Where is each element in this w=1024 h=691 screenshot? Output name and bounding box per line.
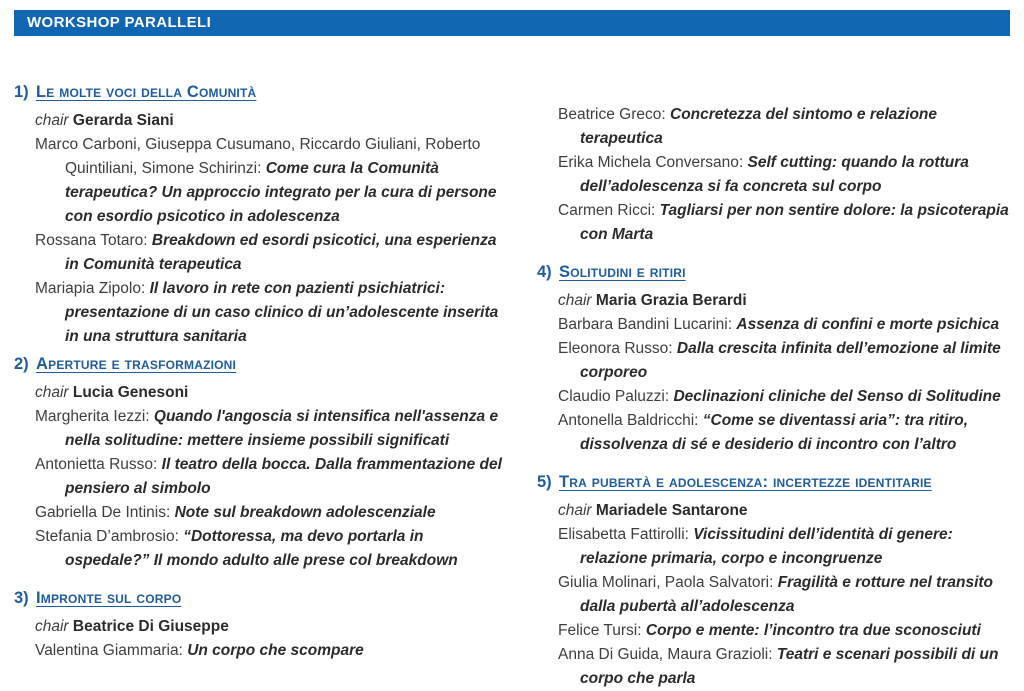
session-heading bbox=[14, 80, 510, 104]
talk-item bbox=[537, 643, 1010, 691]
talk-speakers: Eleonora Russo: bbox=[558, 340, 673, 357]
talk-title: Vicissitudini dell’identità di genere: relazione primaria, corpo e incongruenze bbox=[580, 526, 953, 567]
chair-label: chair bbox=[558, 292, 592, 309]
talk-title: Note sul breakdown adolescenziale bbox=[174, 504, 436, 521]
talk-speakers: Gabriella De Intinis: bbox=[35, 504, 171, 521]
talk-title: Breakdown ed esordi psicotici, una esperienza in Comunità terapeutica bbox=[65, 232, 497, 273]
talk-title: “Come se diventassi aria”: tra ritiro, dissolvenza di sé e desiderio di incontro con l’altro bbox=[580, 412, 969, 453]
session-2 bbox=[14, 352, 510, 573]
talk-item bbox=[537, 619, 1010, 643]
header-bar bbox=[14, 10, 1010, 36]
talk-item bbox=[14, 501, 510, 525]
talk-title: “Dottoressa, ma devo portarla in ospedale?” Il mondo adulto alle prese col breakdown bbox=[65, 528, 458, 569]
talk-speakers: Erika Michela Conversano: bbox=[558, 154, 744, 171]
talk-title: Concretezza del sintomo e relazione terapeutica bbox=[580, 106, 938, 147]
talk-speakers: Margherita Iezzi: bbox=[35, 408, 150, 425]
talk-item bbox=[14, 133, 510, 229]
talk-item bbox=[14, 453, 510, 501]
session-1 bbox=[14, 80, 510, 349]
talk-speakers: Stefania D’ambrosio: bbox=[35, 528, 179, 545]
left-column bbox=[14, 36, 510, 663]
talk-title: Corpo e mente: l’incontro tra due sconosciuti bbox=[645, 622, 981, 639]
talk-speakers: Antonietta Russo: bbox=[35, 456, 158, 473]
chair-name: Gerarda Siani bbox=[72, 112, 174, 129]
talk-speakers: Giulia Molinari, Paola Salvatori: bbox=[558, 574, 774, 591]
session-title: Impronte sul corpo bbox=[36, 589, 182, 607]
session-number: 4) bbox=[537, 263, 552, 281]
talk-title: Quando l'angoscia si intensifica nell'assenza e nella solitudine: mettere insieme possibili significati bbox=[65, 408, 499, 449]
session-title: Solitudini e ritiri bbox=[559, 263, 686, 281]
talk-speakers: Anna Di Guida, Maura Grazioli: bbox=[558, 646, 773, 663]
session-4 bbox=[537, 260, 1010, 457]
talk-item bbox=[537, 103, 1010, 151]
talk-item bbox=[537, 523, 1010, 571]
talk-item bbox=[537, 385, 1010, 409]
talk-item bbox=[14, 525, 510, 573]
session-heading bbox=[14, 586, 510, 610]
chair-label: chair bbox=[35, 384, 69, 401]
talk-item bbox=[537, 409, 1010, 457]
talk-item bbox=[537, 571, 1010, 619]
talk-speakers: Antonella Baldricchi: bbox=[558, 412, 699, 429]
chair-name: Maria Grazia Berardi bbox=[595, 292, 747, 309]
chair-line bbox=[14, 381, 510, 405]
session-number: 5) bbox=[537, 473, 552, 491]
session-heading bbox=[537, 470, 1010, 494]
chair-label: chair bbox=[558, 502, 592, 519]
talk-speakers: Claudio Paluzzi: bbox=[558, 388, 670, 405]
session-title: Aperture e trasformazioni bbox=[36, 355, 237, 373]
talk-title: Dalla crescita infinita dell’emozione al limite corporeo bbox=[580, 340, 1001, 381]
talk-title: Come cura la Comunità terapeutica? Un approccio integrato per la cura di persone con esordio psicotico in adolescenza bbox=[65, 160, 497, 225]
session-3-continued bbox=[537, 103, 1010, 247]
chair-name: Lucia Genesoni bbox=[72, 384, 189, 401]
talk-title: Self cutting: quando la rottura dell’adolescenza si fa concreta sul corpo bbox=[580, 154, 969, 195]
talk-speakers: Rossana Totaro: bbox=[35, 232, 148, 249]
talk-speakers: Beatrice Greco: bbox=[558, 106, 666, 123]
session-3 bbox=[14, 586, 510, 663]
talk-speakers: Mariapia Zipolo: bbox=[35, 280, 146, 297]
chair-label: chair bbox=[35, 112, 69, 129]
talk-item bbox=[537, 199, 1010, 247]
document-body bbox=[0, 36, 1024, 691]
talk-title: Il teatro della bocca. Dalla frammentazione del pensiero al simbolo bbox=[65, 456, 502, 497]
chair-name: Mariadele Santarone bbox=[595, 502, 748, 519]
talk-title: Declinazioni cliniche del Senso di Solitudine bbox=[673, 388, 1001, 405]
header-title: WORKSHOP PARALLELI bbox=[27, 14, 212, 31]
talk-item bbox=[14, 639, 510, 663]
talk-title: Un corpo che scompare bbox=[187, 642, 364, 659]
talk-item bbox=[537, 313, 1010, 337]
chair-name: Beatrice Di Giuseppe bbox=[72, 618, 229, 635]
talk-title: Assenza di confini e morte psichica bbox=[736, 316, 1000, 333]
talk-item bbox=[14, 229, 510, 277]
chair-line bbox=[537, 499, 1010, 523]
session-title: Le molte voci della Comunità bbox=[36, 83, 257, 101]
chair-line bbox=[14, 615, 510, 639]
talk-speakers: Valentina Giammaria: bbox=[35, 642, 183, 659]
talk-item bbox=[537, 337, 1010, 385]
session-title: Tra pubertà e adolescenza: incertezze identitarie bbox=[559, 473, 932, 491]
talk-title: Teatri e scenari possibili di un corpo che parla bbox=[580, 646, 999, 687]
talk-item bbox=[537, 151, 1010, 199]
session-5 bbox=[537, 470, 1010, 691]
chair-line bbox=[537, 289, 1010, 313]
talk-speakers: Felice Tursi: bbox=[558, 622, 642, 639]
session-number: 2) bbox=[14, 355, 29, 373]
talk-item bbox=[14, 405, 510, 453]
session-number: 1) bbox=[14, 83, 29, 101]
session-heading bbox=[14, 352, 510, 376]
talk-item bbox=[14, 277, 510, 349]
talk-title: Il lavoro in rete con pazienti psichiatrici: presentazione di un caso clinico di un’adolescente inserita in una struttura sanitaria bbox=[65, 280, 499, 345]
chair-line bbox=[14, 109, 510, 133]
talk-title: Fragilità e rotture nel transito dalla pubertà all’adolescenza bbox=[580, 574, 993, 615]
chair-label: chair bbox=[35, 618, 69, 635]
talk-speakers: Marco Carboni, Giuseppa Cusumano, Riccardo Giuliani, Roberto Quintiliani, Simone Schirinzi: bbox=[35, 136, 481, 177]
session-heading bbox=[537, 260, 1010, 284]
talk-speakers: Barbara Bandini Lucarini: bbox=[558, 316, 733, 333]
talk-title: Tagliarsi per non sentire dolore: la psicoterapia con Marta bbox=[580, 202, 1009, 243]
talk-speakers: Carmen Ricci: bbox=[558, 202, 656, 219]
right-column bbox=[537, 36, 1010, 691]
session-number: 3) bbox=[14, 589, 29, 607]
talk-speakers: Elisabetta Fattirolli: bbox=[558, 526, 689, 543]
